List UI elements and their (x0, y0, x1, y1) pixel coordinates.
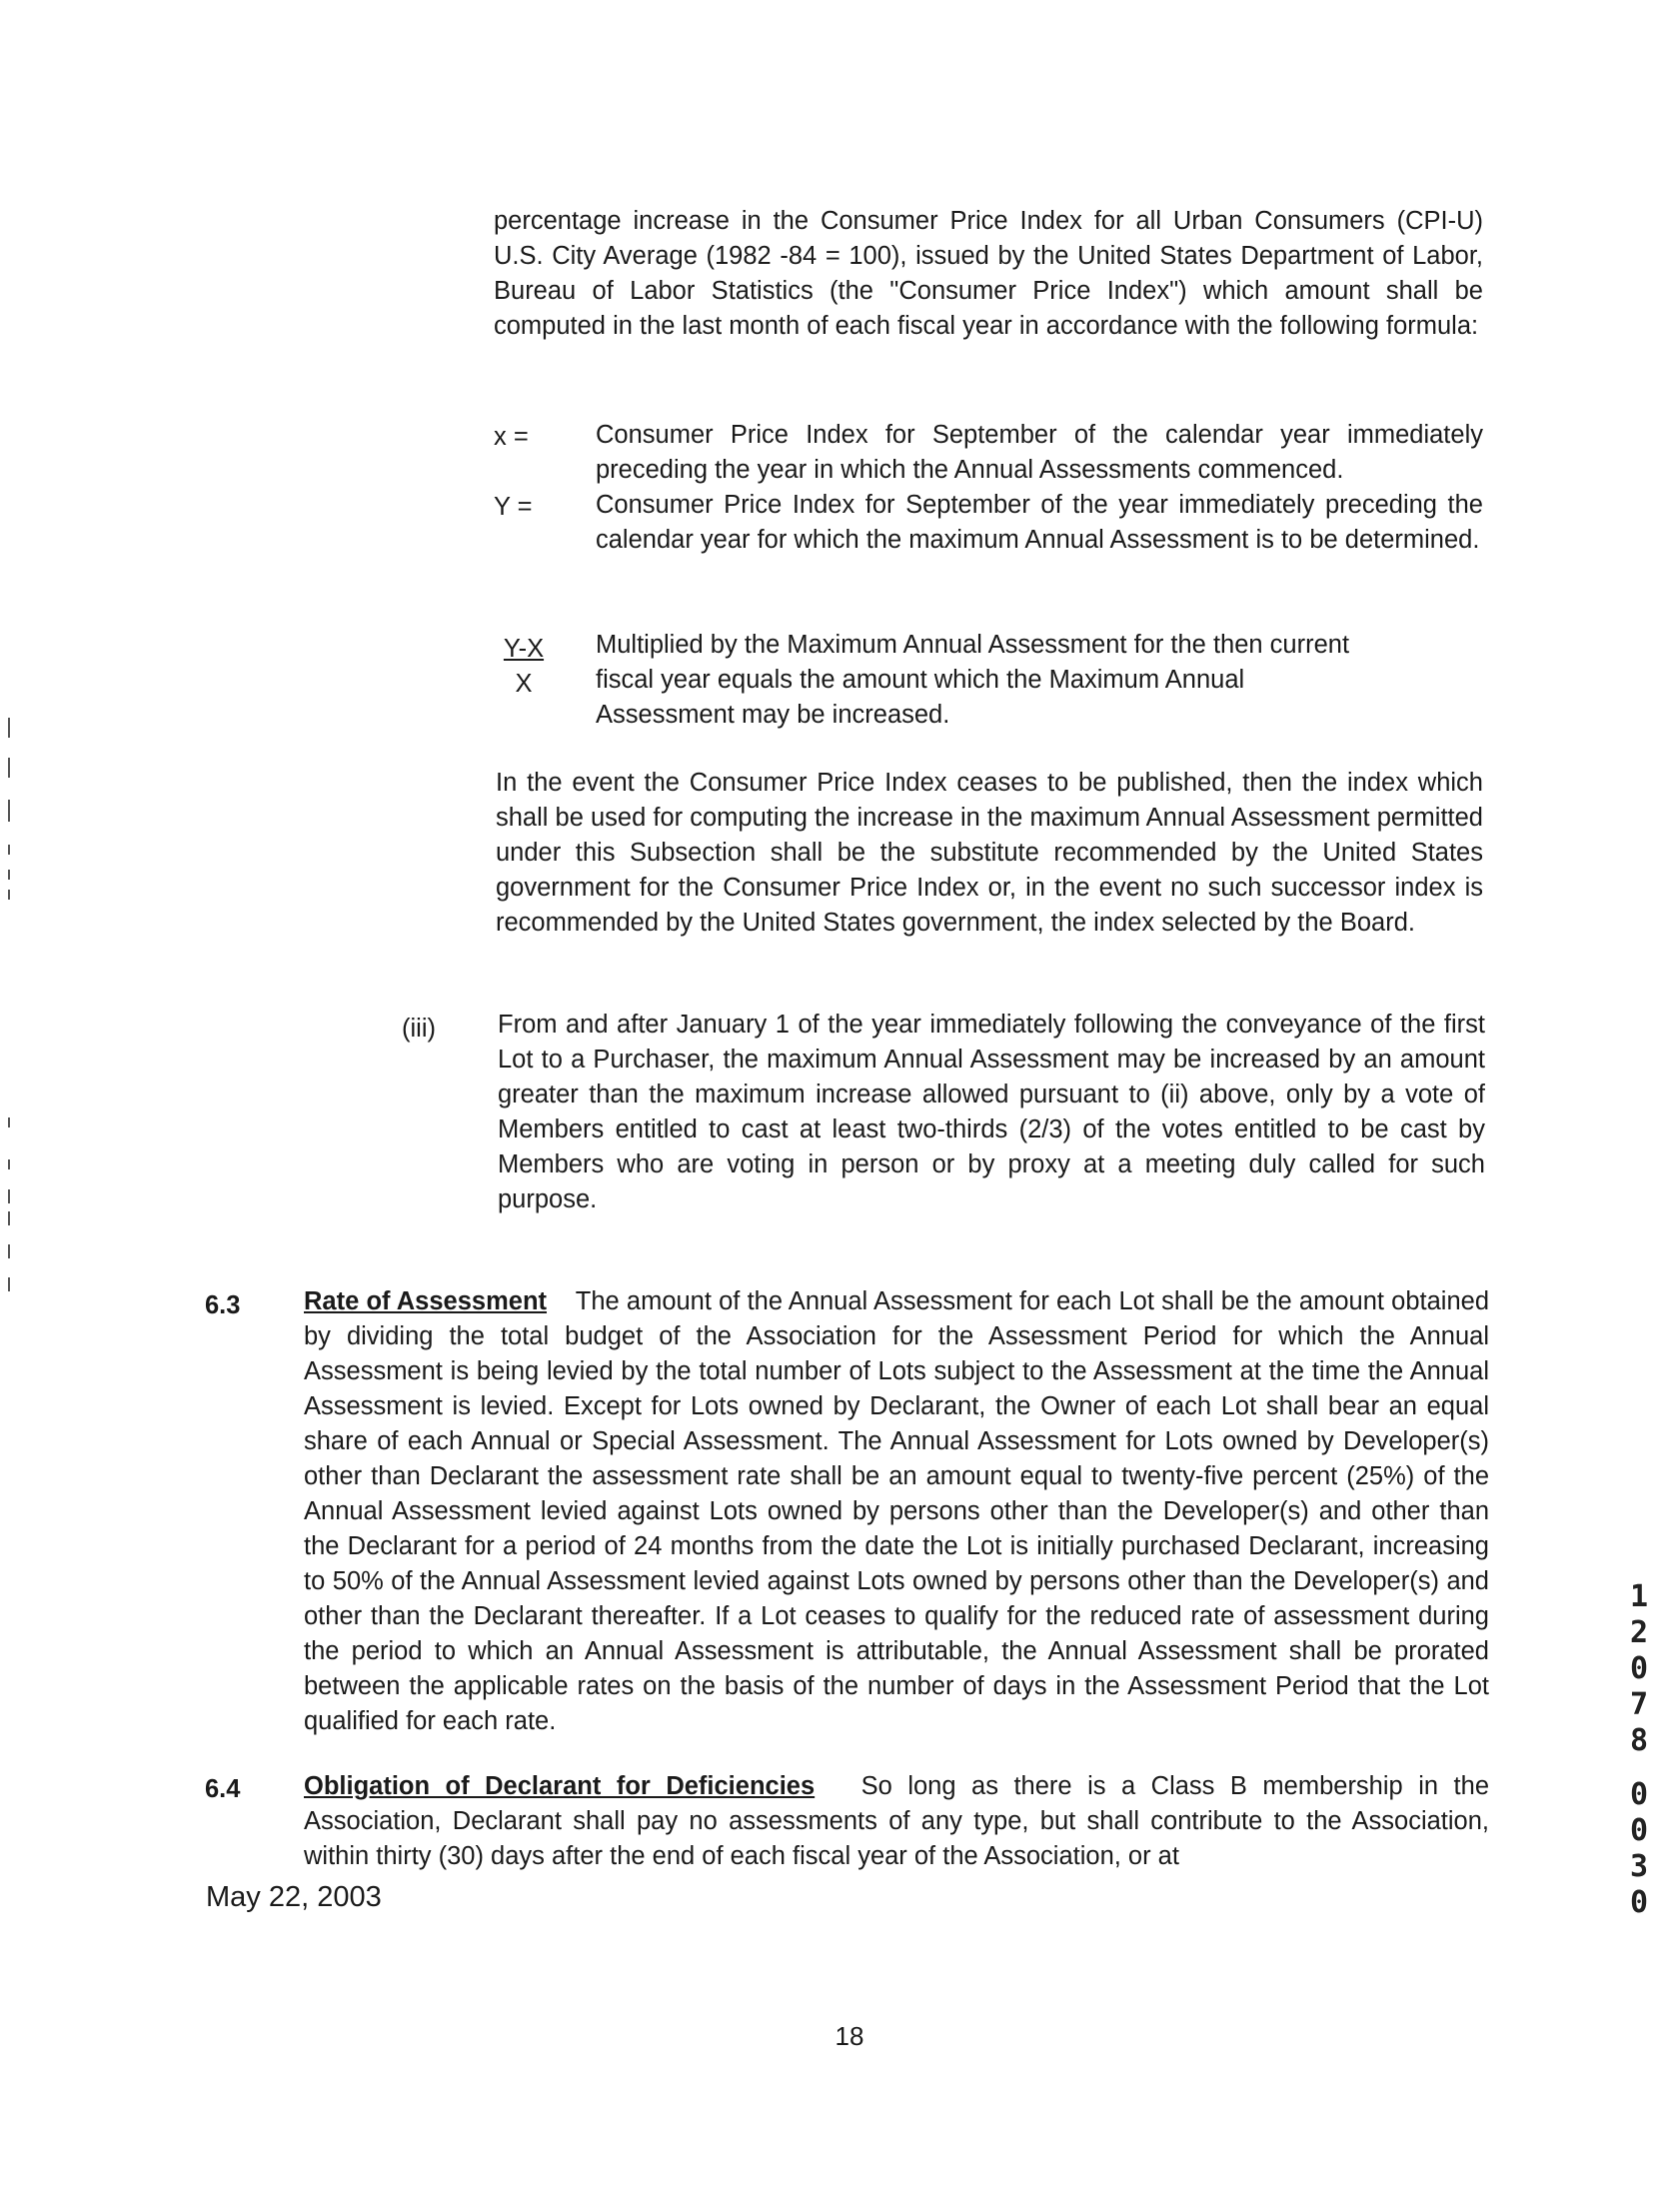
stamp-digit: 0 (1629, 1885, 1649, 1920)
item-iii-text: From and after January 1 of the year immediately following the conveyance of the first Lot to a Purchaser, the maximum Annual Assessment may be increased by an amount greater than the maximum increase allowed pursuant to (ii) above, only by a vote of Members entitled to cast at least two-thirds (2/3) of the votes entitled to be cast by Members who are voting in person or by proxy at a meeting duly called for such purpose. (498, 1011, 1485, 1213)
section-6-3-text: The amount of the Annual Assessment for each Lot shall be the amount obtained by dividing the total budget of the Association for the Assessment Period for which the Annual Assessment is being levied by the total number of Lots subject to the Assessment at the time the Annual Assessment is levied. Except for Lots owned by Declarant, the Owner of each Lot shall bear an equal share of each Annual or Special Assessment. The Annual Assessment for Lots owned by Developer(s) other than Declarant the assessment rate shall be an amount equal to twenty-five percent (25%) of the Annual Assessment levied against Lots owned by persons other than the Developer(s) and other than the Declarant for a period of 24 months from the date the Lot is initially purchased Declarant, increasing to 50% of the Annual Assessment levied against Lots owned by persons other than the Developer(s) and other than the Declarant thereafter. If a Lot ceases to qualify for the reduced rate of assessment during the period to which an Annual Assessment is attributable, the Annual Assessment shall be prorated between the applicable rates on the basis of the number of days in the Assessment Period that the Lot qualified for each rate. (304, 1287, 1490, 1735)
section-6-3-heading: Rate of Assessment (304, 1287, 548, 1315)
stamp-digit: 7 (1629, 1687, 1649, 1722)
index-substitute-paragraph: In the event the Consumer Price Index ceases to be published, then the index which shall be used for computing the increase in the maximum Annual Assessment permitted under this Subsection shall be the substitute recommended by the United States government for the Consumer Price Index or, in the event no such successor index is recommended by the United States government, the index selected by the Board. (496, 769, 1483, 937)
section-6-3-number: 6.3 (205, 1291, 241, 1319)
formula-fraction (494, 632, 554, 702)
scan-mark (8, 1244, 10, 1258)
section-6-3-body (304, 1284, 1489, 1739)
variable-x-label: x = (494, 423, 529, 451)
stamp-digit: 8 (1629, 1723, 1649, 1758)
variable-x-definition: Consumer Price Index for September of the calendar year immediately preceding the year in which the Annual Assessments commenced. (596, 421, 1483, 484)
scan-mark (8, 870, 10, 880)
stamp-digit: 3 (1629, 1849, 1649, 1884)
section-6-4-heading: Obligation of Declarant for Deficiencies (304, 1772, 816, 1800)
scan-mark (8, 1159, 10, 1169)
scan-mark (8, 800, 10, 822)
scan-mark (8, 1189, 10, 1203)
stamp-digit: 2 (1629, 1615, 1649, 1650)
stamp-digit: 0 (1629, 1813, 1649, 1848)
scan-mark (8, 1117, 10, 1127)
scan-mark (8, 1277, 10, 1291)
scan-mark (8, 890, 10, 900)
scan-mark (8, 758, 10, 778)
stamp-digit: 1 (1629, 1579, 1649, 1614)
page-number: 18 (835, 2021, 864, 2051)
scan-mark (8, 1211, 10, 1225)
section-6-4-text: So long as there is a Class B membership in the Association, Declarant shall pay no assessments of any type, but shall contribute to the Association, within thirty (30) days after the end of each fiscal year of the Association, or at (304, 1772, 1489, 1870)
stamp-digit: 0 (1629, 1651, 1649, 1686)
variable-y-definition: Consumer Price Index for September of the year immediately preceding the calendar year for which the maximum Annual Assessment is to be determined. (596, 491, 1483, 554)
intro-paragraph: percentage increase in the Consumer Price Index for all Urban Consumers (CPI-U) U.S. City Average (1982 -84 = 100), issued by the United States Department of Labor, Bureau of Labor Statistics (the "Consumer Price Index") which amount shall be computed in the last month of each fiscal year in accordance with the following formula: (494, 207, 1483, 340)
scan-mark (8, 845, 10, 855)
scan-mark (8, 718, 10, 738)
stamp-digit: 0 (1629, 1777, 1649, 1812)
formula-description: Multiplied by the Maximum Annual Assessment for the then current fiscal year equals the amount which the Maximum Annual Assessment may be increased. (596, 631, 1350, 729)
section-6-4-body (304, 1769, 1489, 1874)
fraction-denominator: X (515, 670, 533, 698)
fraction-numerator: Y-X (503, 635, 545, 663)
variable-y-label: Y = (494, 493, 533, 521)
section-6-4-number: 6.4 (205, 1775, 241, 1803)
footer-date: May 22, 2003 (206, 1881, 382, 1913)
item-iii-label: (iii) (402, 1015, 436, 1043)
